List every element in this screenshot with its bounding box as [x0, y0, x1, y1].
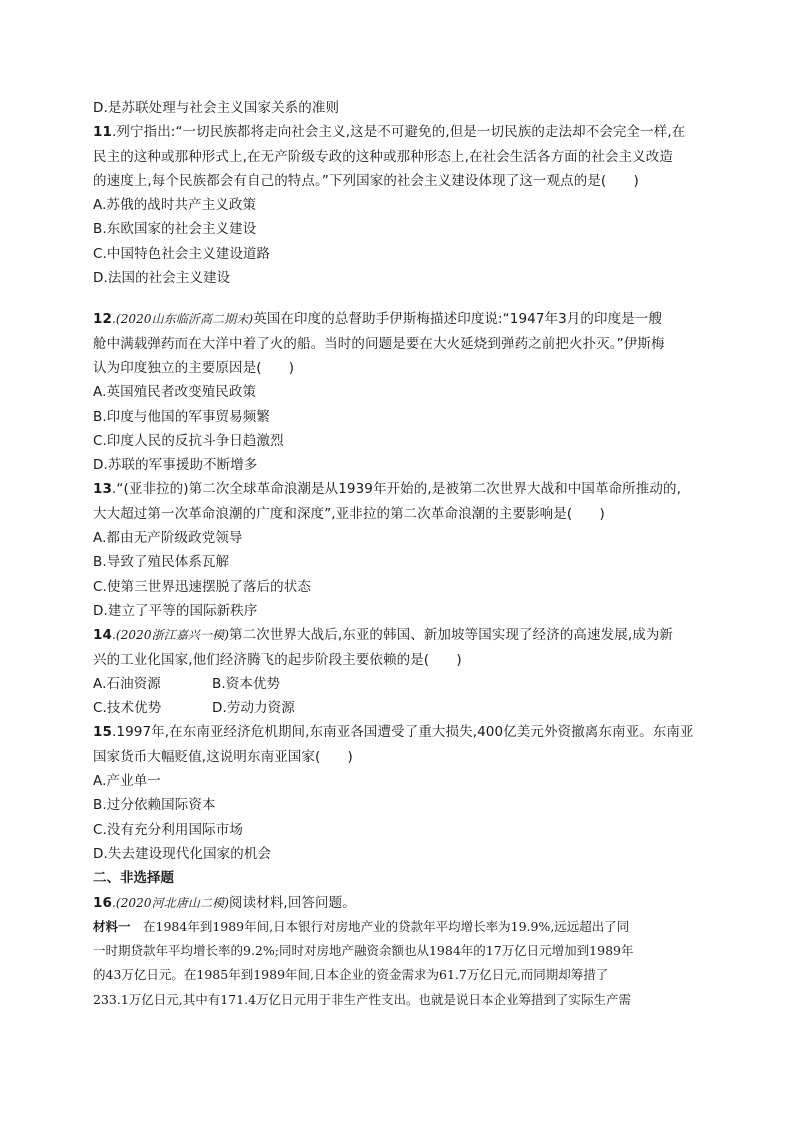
option-c[interactable]: C.技术优势 [93, 700, 162, 717]
question-12 [93, 307, 705, 477]
option-a[interactable]: A.英国殖民者改变殖民政策 [93, 384, 257, 401]
question-text: .1997年,在东南亚经济危机期间,东南亚各国遭受了重大损失,400亿美元外资撤离东南亚。东南亚 [112, 724, 694, 741]
option-b[interactable]: B.资本优势 [212, 675, 281, 692]
material-text: 一时期贷款年平均增长率的9.2%;同时对房地产融资余额也从1984年的17万亿日元增加到1989年 [93, 943, 634, 959]
material-text: 的43万亿日元。在1985年到1989年间,日本企业的资金需求为61.7万亿日元,而同期却筹措了 [93, 967, 609, 983]
option-d[interactable]: D.失去建设现代化国家的机会 [93, 845, 272, 862]
question-13 [93, 477, 705, 623]
option-a[interactable]: A.石油资源 [93, 675, 161, 692]
option-c[interactable]: C.印度人民的反抗斗争日趋激烈 [93, 432, 284, 449]
question-14 [93, 623, 705, 720]
question-number: 16 [93, 894, 112, 911]
options-row [93, 696, 705, 720]
option-c[interactable]: C.中国特色社会主义建设道路 [93, 245, 271, 262]
question-text: .列宁指出:“一切民族都将走向社会主义,这是不可避免的,但是一切民族的走法却不会完全一样,在 [112, 124, 686, 141]
question-source: .(2020河北唐山二模) [112, 895, 230, 910]
question-text: 舱中满载弹药而在大洋中着了火的船。当时的问题是要在大火延烧到弹药之前把火扑灭。”伊斯梅 [93, 335, 665, 352]
question-text: 兴的工业化国家,他们经济腾飞的起步阶段主要依赖的是( ) [93, 651, 462, 668]
option-b[interactable]: B.东欧国家的社会主义建设 [93, 221, 257, 238]
question-16 [93, 891, 705, 1012]
option-b[interactable]: B.导致了殖民体系瓦解 [93, 554, 230, 571]
option-c[interactable]: C.没有充分利用国际市场 [93, 821, 243, 838]
option-c[interactable]: C.使第三世界迅速摆脱了落后的状态 [93, 578, 311, 595]
question-text: 阅读材料,回答问题。 [229, 894, 356, 911]
question-text: 的速度上,每个民族都会有自己的特点。”下列国家的社会主义建设体现了这一观点的是( ) [93, 172, 639, 189]
option-a[interactable]: A.产业单一 [93, 773, 161, 790]
option-d[interactable]: D.劳动力资源 [212, 700, 295, 717]
spacer [93, 290, 705, 307]
option-b[interactable]: B.印度与他国的军事贸易频繁 [93, 408, 270, 425]
option-b[interactable]: B.过分依赖国际资本 [93, 797, 216, 814]
material-label: 材料一 [93, 918, 131, 934]
question-number: 15 [93, 724, 112, 741]
option-d[interactable]: D.苏联的军事援助不断增多 [93, 457, 258, 474]
question-text: .“(亚非拉的)第二次全球革命浪潮是从1939年开始的,是被第二次世界大战和中国革命所推动的, [112, 481, 681, 498]
option-d[interactable]: D.法国的社会主义建设 [93, 270, 231, 287]
question-number: 12 [93, 311, 112, 328]
question-text: 大大超过第一次革命浪潮的广度和深度”,亚非拉的第二次革命浪潮的主要影响是( ) [93, 505, 605, 522]
material-text: 233.1万亿日元,其中有171.4万亿日元用于非生产性支出。也就是说日本企业筹措到了实际生产需 [93, 991, 632, 1007]
question-source: .(2020浙江嘉兴一模) [112, 628, 230, 643]
question-number: 14 [93, 627, 112, 644]
question-number: 13 [93, 481, 112, 498]
exam-page [93, 96, 705, 1012]
question-source: .(2020山东临沂高二期末) [112, 312, 254, 327]
option-a[interactable]: A.都由无产阶级政党领导 [93, 530, 243, 547]
q10-option-d: D.是苏联处理与社会主义国家关系的准则 [93, 100, 340, 116]
question-text: 认为印度独立的主要原因是( ) [93, 359, 295, 376]
material-text: 在1984年到1989年间,日本银行对房地产业的贷款年平均增长率为19.9%,远远超出了同 [130, 918, 630, 934]
question-text: 国家货币大幅贬值,这说明东南亚国家( ) [93, 748, 353, 765]
question-text: 民主的这种或那种形式上,在无产阶级专政的这种或那种形态上,在社会生活各方面的社会主义改造 [93, 148, 673, 165]
question-number: 11 [93, 124, 112, 141]
question-text: 第二次世界大战后,东亚的韩国、新加坡等国实现了经济的高速发展,成为新 [229, 627, 674, 644]
option-d[interactable]: D.建立了平等的国际新秩序 [93, 602, 258, 619]
question-15 [93, 720, 705, 866]
options-row [93, 672, 705, 696]
option-a[interactable]: A.苏俄的战时共产主义政策 [93, 197, 257, 214]
question-text: 英国在印度的总督助手伊斯梅描述印度说:“1947年3月的印度是一艘 [253, 311, 663, 328]
question-11 [93, 120, 705, 290]
section-heading: 二、非选择题 [93, 870, 174, 887]
